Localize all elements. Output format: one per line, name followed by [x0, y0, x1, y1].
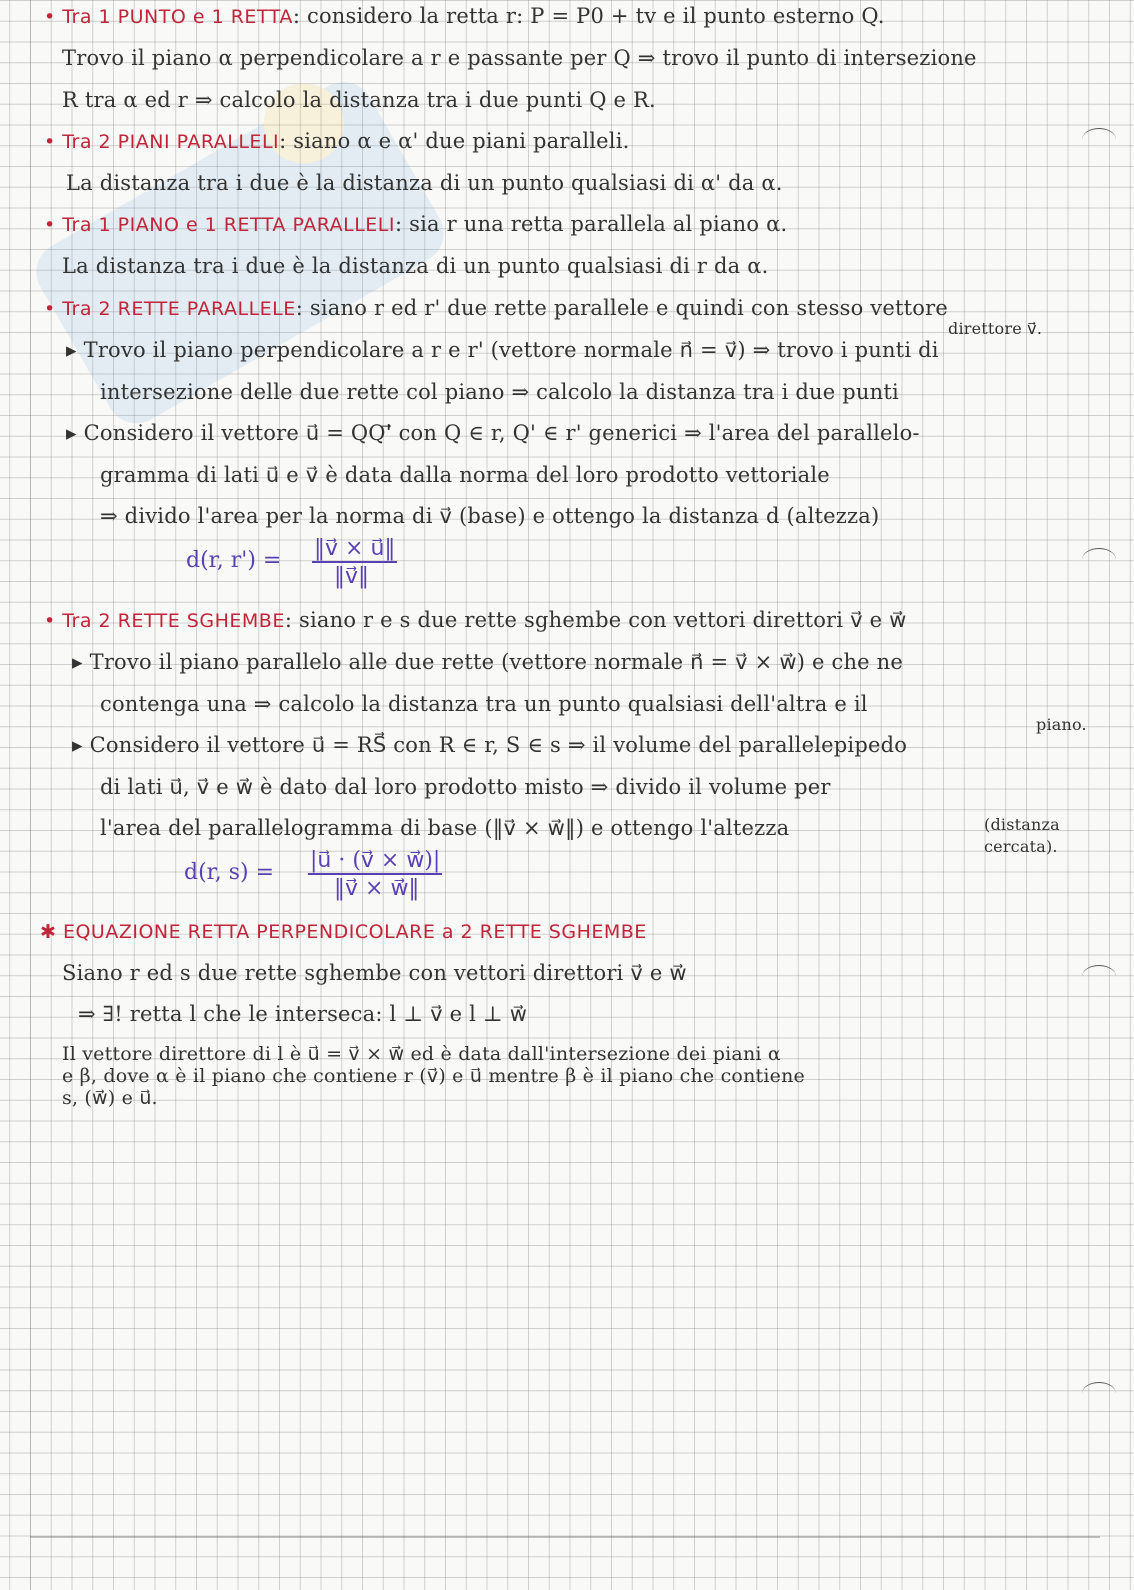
piani-paralleli-text-1: : siano α e α' due piani paralleli. [279, 129, 630, 153]
piani-paralleli-heading: • Tra 2 PIANI PARALLELI [44, 131, 280, 153]
rette-parallele-line-6: ⇒ divido l'area per la norma di v⃗ (base) e ottengo la distanza d (altezza) [100, 504, 880, 528]
piani-paralleli-line-1 [44, 129, 630, 154]
rette-parallele-line-1 [44, 296, 948, 321]
formula-parallele-numerator: ‖v⃗ × u⃗‖ [314, 536, 396, 561]
rette-parallele-line-4: ▸ Considero il vettore u⃗ = QQ'⃗ con Q ∈ r, Q' ∈ r' generici ⇒ l'area del parallelo- [66, 421, 920, 445]
punto-retta-line-2: Trovo il piano α perpendicolare a r e passante per Q ⇒ trovo il punto di intersezione [62, 46, 977, 70]
equazione-line-2: ⇒ ∃! retta l che le interseca: l ⊥ v⃗ e l ⊥ w⃗ [78, 1002, 528, 1026]
equazione-line-3: Il vettore direttore di l è u⃗ = v⃗ × w⃗ ed è data dall'intersezione dei piani α [62, 1043, 781, 1065]
formula-sghembe-numerator: |u⃗ · (v⃗ × w⃗)| [310, 848, 441, 873]
rette-parallele-text-1: : siano r ed r' due rette parallele e quindi con stesso vettore [295, 296, 948, 320]
rette-parallele-heading: • Tra 2 RETTE PARALLELE [44, 298, 296, 320]
punto-retta-line-3: R tra α ed r ⇒ calcolo la distanza tra i due punti Q e R. [62, 88, 656, 112]
equazione-heading: ✱ EQUAZIONE RETTA PERPENDICOLARE a 2 RETTE SGHEMBE [40, 921, 647, 943]
formula-sghembe-denominator: ‖v⃗ × w⃗‖ [334, 876, 420, 901]
rette-parallele-line-1b: direttore v⃗. [948, 319, 1043, 338]
rette-sghembe-line-6b: (distanza [984, 815, 1060, 834]
piani-paralleli-line-2: La distanza tra i due è la distanza di un punto qualsiasi di α' da α. [66, 171, 783, 195]
rette-sghembe-heading: • Tra 2 RETTE SGHEMBE [44, 610, 285, 632]
punto-retta-heading: • Tra 1 PUNTO e 1 RETTA [44, 6, 293, 28]
piano-retta-heading: • Tra 1 PIANO e 1 RETTA PARALLELI [44, 214, 395, 236]
rette-parallele-line-2: ▸ Trovo il piano perpendicolare a r e r' (vettore normale n⃗ = v⃗) ⇒ trovo i punti di [66, 338, 939, 362]
rette-sghembe-line-6c: cercata). [984, 837, 1058, 856]
rette-sghembe-line-3b: piano. [1036, 715, 1087, 734]
equazione-line-5: s, (w⃗) e u⃗. [62, 1087, 158, 1109]
equazione-line-4: e β, dove α è il piano che contiene r (v⃗) e u⃗ mentre β è il piano che contiene [62, 1065, 805, 1087]
punch-hole [1082, 1382, 1116, 1405]
piano-retta-text-1: : sia r una retta parallela al piano α. [395, 212, 788, 236]
rette-parallele-line-3: intersezione delle due rette col piano ⇒ calcolo la distanza tra i due punti [100, 380, 899, 404]
rette-sghembe-line-5: di lati u⃗, v⃗ e w⃗ è dato dal loro prodotto misto ⇒ divido il volume per [100, 775, 831, 799]
punch-hole [1082, 548, 1116, 571]
rette-sghembe-line-2: ▸ Trovo il piano parallelo alle due rette (vettore normale n⃗ = v⃗ × w⃗) e che ne [72, 650, 904, 674]
rette-sghembe-line-4: ▸ Considero il vettore u⃗ = RS⃗ con R ∈ r, S ∈ s ⇒ il volume del parallelepipedo [72, 733, 908, 757]
formula-parallele-lhs: d(r, r') = [186, 548, 282, 573]
punto-retta-text-1: : considero la retta r: P = P0 + tv e il punto esterno Q. [292, 4, 885, 28]
rette-sghembe-line-1 [44, 608, 906, 633]
piano-retta-line-2: La distanza tra i due è la distanza di un punto qualsiasi di r da α. [62, 254, 769, 278]
formula-sghembe-lhs: d(r, s) = [184, 860, 275, 885]
rette-sghembe-line-6: l'area del parallelogramma di base (‖v⃗ × w⃗‖) e ottengo l'altezza [100, 816, 790, 840]
equazione-line-1: Siano r ed s due rette sghembe con vettori direttori v⃗ e w⃗ [62, 961, 687, 985]
rette-sghembe-line-3: contenga una ⇒ calcolo la distanza tra un punto qualsiasi dell'altra e il [100, 692, 868, 716]
piano-retta-line-1 [44, 212, 787, 237]
punch-hole [1082, 965, 1116, 988]
page-bottom-edge [30, 1536, 1100, 1538]
punto-retta-line-1 [44, 4, 885, 29]
rette-parallele-line-5: gramma di lati u⃗ e v⃗ è data dalla norma del loro prodotto vettoriale [100, 463, 830, 487]
formula-parallele-denominator: ‖v⃗‖ [334, 564, 370, 589]
punch-hole [1082, 128, 1116, 151]
rette-sghembe-text-1: : siano r e s due rette sghembe con vettori direttori v⃗ e w⃗ [284, 608, 907, 632]
